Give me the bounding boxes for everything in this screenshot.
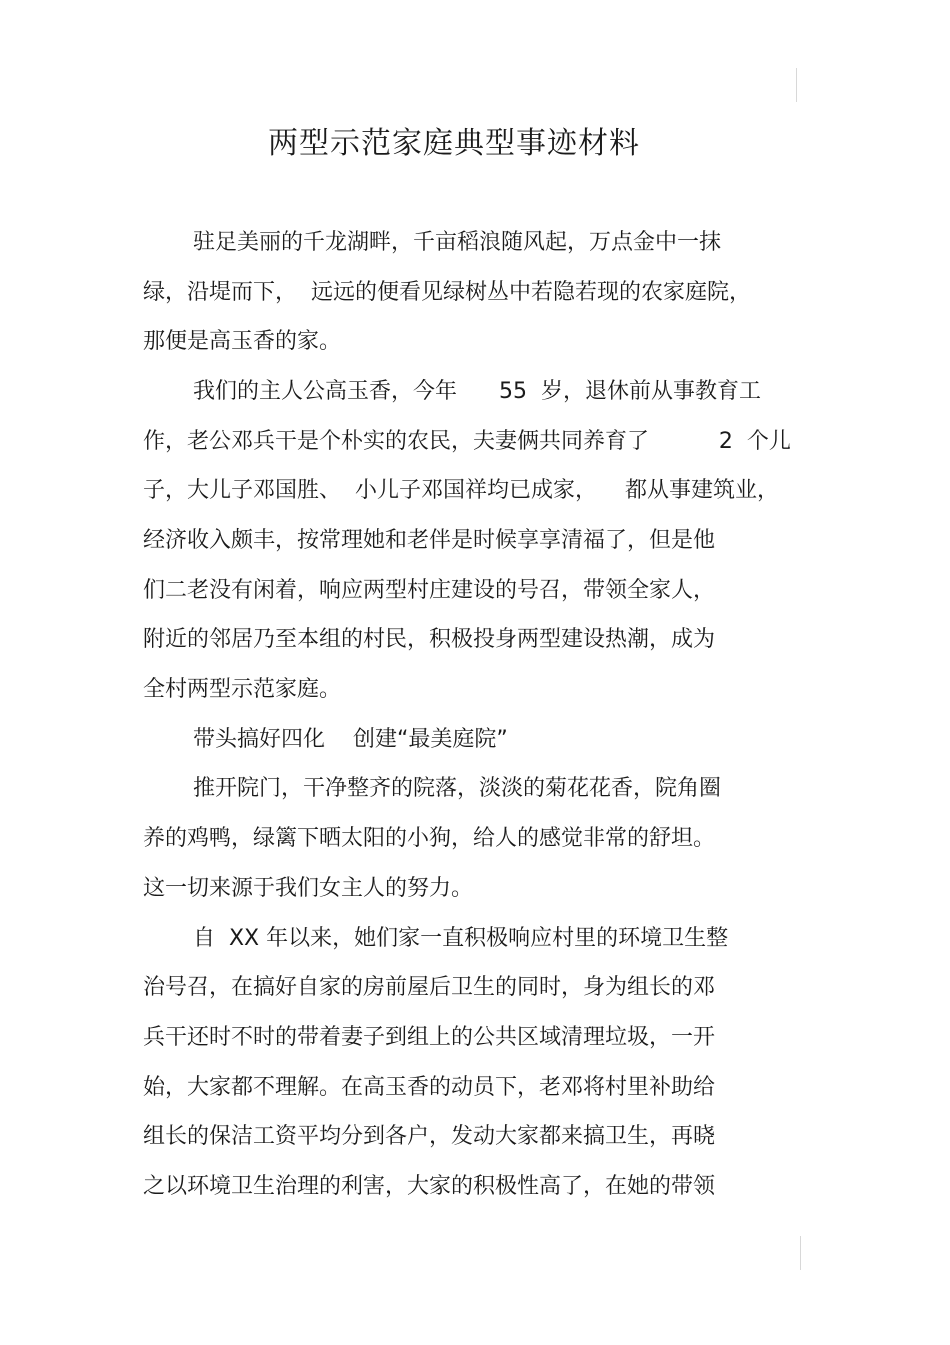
paragraph-line: 养的鸡鸭，绿篱下晒太阳的小狗，给人的感觉非常的舒坦。: [143, 826, 716, 851]
paragraph-line: 兵干还时不时的带着妻子到组上的公共区域清理垃圾，一开: [143, 1025, 716, 1050]
paragraph-line: 这一切来源于我们女主人的努力。: [143, 876, 474, 901]
section-heading: 带头搞好四化 创建“最美庭院”: [193, 727, 508, 752]
paragraph-line: 那便是高玉香的家。: [143, 329, 342, 354]
paragraph-line: 作，老公邓兵干是个朴实的农民，夫妻俩共同养育了 2 个儿: [143, 429, 791, 454]
paragraph-line: 我们的主人公高玉香，今年 55 岁，退休前从事教育工: [193, 379, 761, 404]
paragraph-line: 之以环境卫生治理的利害，大家的积极性高了，在她的带领: [143, 1174, 716, 1199]
paragraph-line: 治号召，在搞好自家的房前屋后卫生的同时，身为组长的邓: [143, 975, 716, 1000]
document-title: 两型示范家庭典型事迹材料: [268, 126, 640, 161]
page-edge-mark-bottom: [800, 1236, 801, 1270]
paragraph-line: 经济收入颇丰，按常理她和老伴是时候享享清福了，但是他: [143, 528, 716, 553]
paragraph-line: 自 XX 年以来，她们家一直积极响应村里的环境卫生整: [193, 926, 729, 951]
paragraph-line: 子，大儿子邓国胜、 小儿子邓国祥均已成家， 都从事建筑业，: [143, 478, 779, 503]
paragraph-line: 全村两型示范家庭。: [143, 677, 342, 702]
page-edge-mark-top: [796, 68, 797, 102]
paragraph-line: 组长的保洁工资平均分到各户，发动大家都来搞卫生，再晓: [143, 1124, 716, 1149]
paragraph-line: 附近的邻居乃至本组的村民，积极投身两型建设热潮，成为: [143, 627, 716, 652]
paragraph-line: 推开院门，干净整齐的院落，淡淡的菊花花香，院角圈: [193, 776, 722, 801]
paragraph-line: 们二老没有闲着，响应两型村庄建设的号召，带领全家人，: [143, 578, 716, 603]
paragraph-line: 始，大家都不理解。在高玉香的动员下，老邓将村里补助给: [143, 1075, 716, 1100]
paragraph-line: 驻足美丽的千龙湖畔，千亩稻浪随风起，万点金中一抹: [193, 230, 722, 255]
paragraph-line: 绿，沿堤而下， 远远的便看见绿树丛中若隐若现的农家庭院，: [143, 280, 751, 305]
